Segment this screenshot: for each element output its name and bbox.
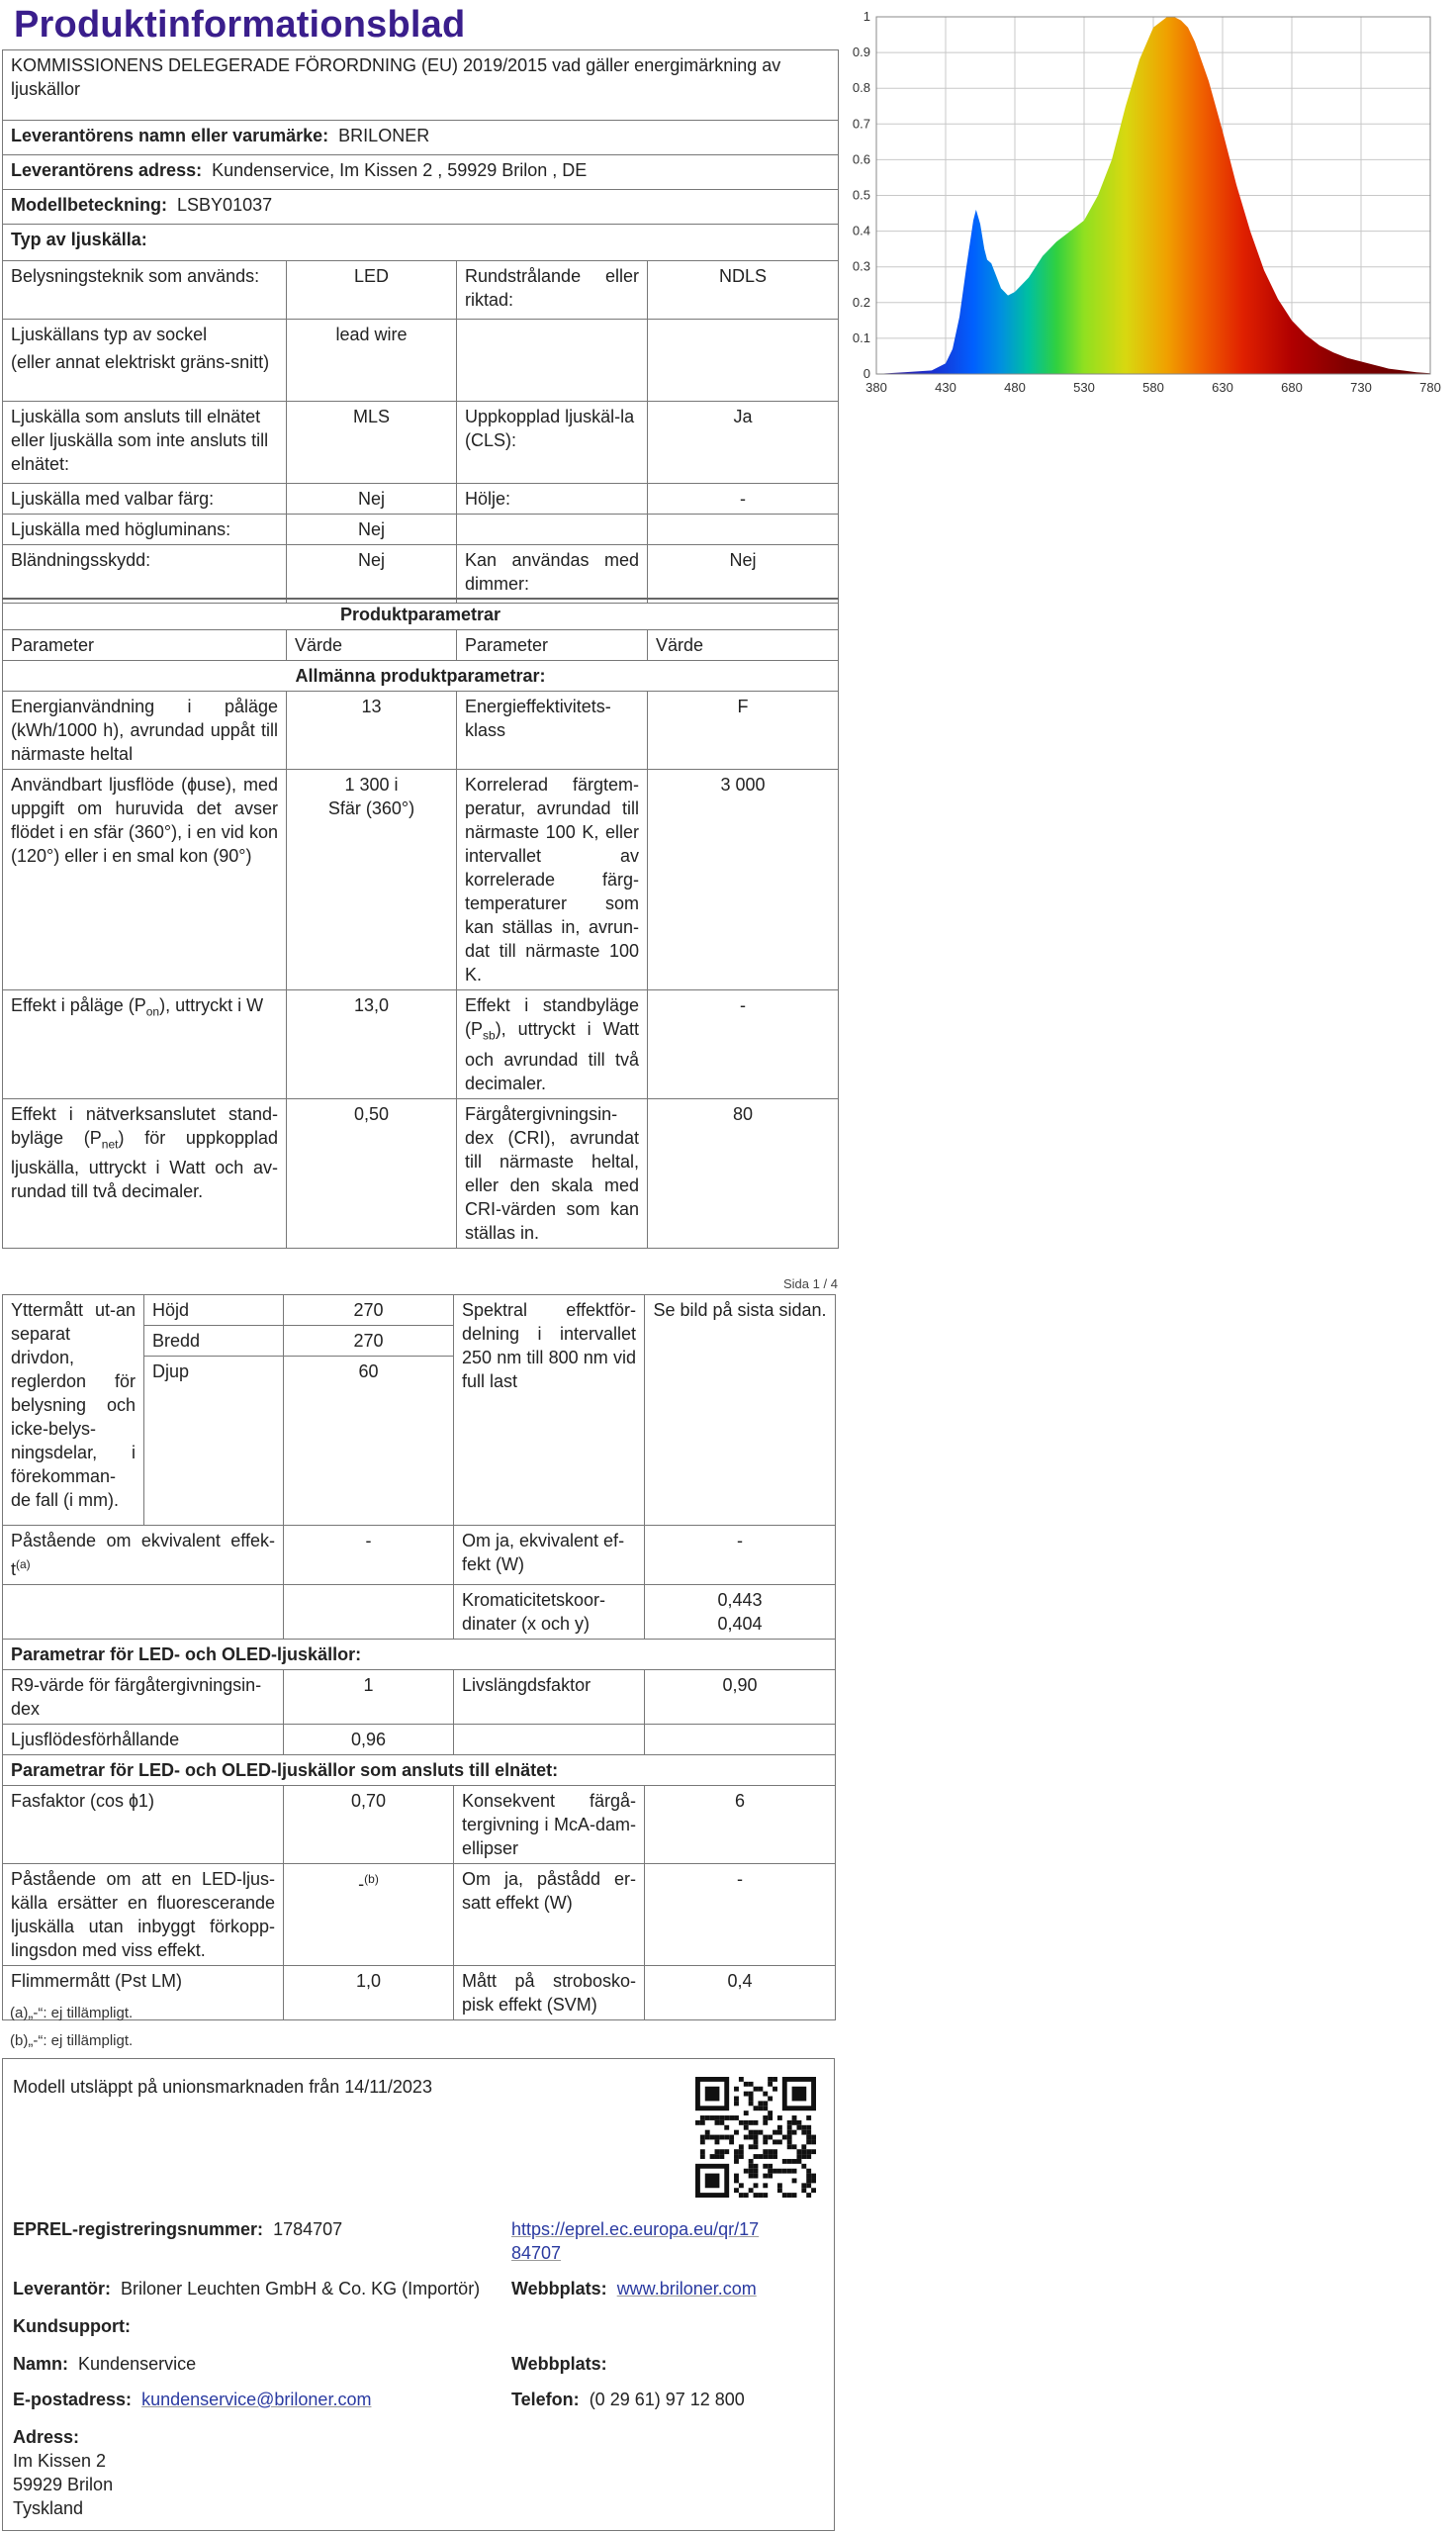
replacement-claim-footnote: (b) — [364, 1872, 379, 1886]
cri-value: 80 — [648, 1098, 839, 1248]
name-label: Namn: — [13, 2354, 69, 2374]
standby-sub: sb — [483, 1028, 496, 1043]
support-label: Kundsupport: — [13, 2316, 131, 2336]
equiv-power-label: Om ja, ekvivalent ef-fekt (W) — [454, 1526, 645, 1585]
x-tick-label: 630 — [1212, 380, 1233, 395]
y-tick-label: 0.2 — [852, 294, 870, 310]
replacement-claim-value: - — [358, 1874, 365, 1894]
glare-label: Bländningsskydd: — [3, 545, 287, 604]
chroma-row — [3, 1585, 836, 1640]
model-label: Modellbeteckning: — [11, 195, 168, 215]
chromaticity-y: 0,404 — [717, 1614, 763, 1634]
height-label: Höjd — [144, 1295, 284, 1326]
supplier-label: Leverantörens namn eller varumärke: — [11, 126, 329, 145]
eprel-link-cont[interactable]: 84707 — [511, 2243, 562, 2263]
param-row-power — [3, 990, 839, 1099]
y-tick-label: 0.1 — [852, 329, 870, 345]
x-tick-label: 530 — [1073, 380, 1095, 395]
x-tick-label: 580 — [1142, 380, 1164, 395]
network-standby-sub: net — [101, 1137, 119, 1152]
email-label: E-postadress: — [13, 2390, 133, 2409]
supplier-info-value: Briloner Leuchten GmbH & Co. KG (Importör) — [121, 2279, 481, 2298]
col-parameter-1: Parameter — [3, 630, 287, 661]
on-power-value: 13,0 — [287, 990, 457, 1099]
colour-value: Nej — [287, 484, 457, 515]
power-factor-value: 0,70 — [284, 1786, 454, 1864]
x-tick-label: 430 — [935, 380, 956, 395]
r9-row — [3, 1670, 836, 1725]
website-label: Webbplats: — [511, 2279, 607, 2298]
useful-flux-label: Användbart ljusflöde (ɸuse), med uppgift om huruvida det avser flödet i en sfär (360°), i en vid kon (120°) eller i en smal kon (90°) — [3, 770, 287, 990]
y-tick-label: 0.6 — [852, 151, 870, 167]
stroboscopic-value: 0,4 — [645, 1966, 836, 2020]
power-factor-row — [3, 1786, 836, 1864]
type-heading-row — [3, 225, 839, 261]
equiv-claim-footnote: (a) — [16, 1557, 31, 1571]
efficiency-class-label: Energieffektivitets-klass — [457, 692, 648, 770]
model-row — [3, 190, 839, 225]
website-link[interactable]: www.briloner.com — [616, 2279, 757, 2298]
x-tick-label: 380 — [865, 380, 887, 395]
mains-params-heading: Parametrar för LED- och OLED-ljuskällor som ansluts till elnätet: — [3, 1755, 836, 1786]
eprel-label: EPREL-registreringsnummer: — [13, 2219, 264, 2239]
address-value: Kundenservice, Im Kissen 2 , 59929 Brilon , DE — [212, 160, 588, 180]
spectral-distribution-chart — [851, 0, 1444, 406]
param-row-flux — [3, 770, 839, 990]
type-row-mains — [3, 402, 839, 484]
cri-label: Färgåtergivningsin-dex (CRI), avrundat till närmaste heltal, eller den skala med CRI-värden som kan ställas in. — [457, 1098, 648, 1248]
regulation-row — [3, 50, 839, 121]
footnote-a: (a)„-“: ej tillämpligt. — [10, 2005, 134, 2021]
stroboscopic-label: Mått på strobosko-pisk effekt (SVM) — [454, 1966, 645, 2020]
network-standby-value: 0,50 — [287, 1098, 457, 1248]
col-value-2: Värde — [648, 630, 839, 661]
technology-label: Belysningsteknik som används: — [3, 261, 287, 320]
market-date: Modell utsläppt på unionsmarknaden från 14/11/2023 — [13, 2077, 432, 2097]
x-tick-label: 480 — [1004, 380, 1026, 395]
cap-label-note: (eller annat elektriskt gräns-snitt) — [11, 352, 270, 372]
cct-value: 3 000 — [648, 770, 839, 990]
standby-value: - — [648, 990, 839, 1099]
param-row-network — [3, 1098, 839, 1248]
directional-label: Rundstrålande eller riktad: — [457, 261, 648, 320]
equiv-power-value: - — [645, 1526, 836, 1585]
type-row-luminance — [3, 515, 839, 545]
dimensions-label: Yttermått ut-an separat drivdon, reglerdon för belysning och icke-belys-ningsdelar, i förekomman-de fall (i mm). — [3, 1295, 144, 1526]
light-source-table — [2, 49, 839, 604]
address-line-3: Tyskland — [13, 2498, 84, 2518]
eprel-value: 1784707 — [273, 2219, 343, 2239]
led-params-heading: Parametrar för LED- och OLED-ljuskällor: — [3, 1640, 836, 1670]
address-row — [3, 155, 839, 190]
depth-label: Djup — [144, 1357, 284, 1526]
glare-value: Nej — [287, 545, 457, 604]
param-row-energy — [3, 692, 839, 770]
on-power-label: Effekt i påläge (P — [11, 995, 146, 1015]
chromaticity-x: 0,443 — [717, 1590, 763, 1610]
type-row-glare — [3, 545, 839, 604]
x-tick-label: 780 — [1419, 380, 1441, 395]
y-tick-label: 0 — [863, 366, 870, 381]
r9-value: 1 — [284, 1670, 454, 1725]
qr-code-icon — [695, 2077, 816, 2198]
survival-factor-value: 0,90 — [645, 1670, 836, 1725]
product-params-table — [2, 598, 839, 1249]
cls-value: Ja — [648, 402, 839, 484]
y-tick-label: 0.8 — [852, 80, 870, 96]
colour-consistency-label: Konsekvent färgå-tergivning i McA-dam-ellipser — [454, 1786, 645, 1864]
technology-value: LED — [287, 261, 457, 320]
depth-value: 60 — [284, 1357, 454, 1526]
type-heading: Typ av ljuskälla: — [3, 225, 839, 261]
x-tick-label: 730 — [1350, 380, 1372, 395]
address-label: Leverantörens adress: — [11, 160, 203, 180]
directional-value: NDLS — [648, 261, 839, 320]
chromaticity-label: Kromaticitetskoor-dinater (x och y) — [454, 1585, 645, 1640]
equiv-claim-label: Påstående om ekvivalent effek-t — [11, 1531, 275, 1579]
dimmable-value: Nej — [648, 545, 839, 604]
replacement-power-value: - — [645, 1864, 836, 1966]
colour-consistency-value: 6 — [645, 1786, 836, 1864]
page-title: Produktinformationsblad — [14, 4, 466, 46]
address-line-2: 59929 Brilon — [13, 2475, 114, 2494]
flicker-label: Flimmermått (Pst LM) — [3, 1966, 284, 2020]
replacement-claim-row — [3, 1864, 836, 1966]
phone-label: Telefon: — [511, 2390, 580, 2409]
name-value: Kundenservice — [78, 2354, 197, 2374]
support-website-label: Webbplats: — [511, 2354, 607, 2374]
supplier-row — [3, 121, 839, 155]
params-col-headers — [3, 630, 839, 661]
address-line-1: Im Kissen 2 — [13, 2451, 107, 2471]
envelope-value: - — [648, 484, 839, 515]
spd-value: Se bild på sista sidan. — [645, 1295, 836, 1526]
dimensions-table — [2, 1294, 836, 2020]
height-value: 270 — [284, 1295, 454, 1326]
on-power-sub: on — [145, 1004, 160, 1019]
page-number: Sida 1 / 4 — [783, 1276, 838, 1291]
standby-label: Effekt i standbyläge (P — [465, 995, 639, 1039]
network-standby-label-end: ) för uppkopplad ljuskälla, uttryckt i Watt och av-rundad till två decimaler. — [11, 1127, 279, 1202]
equiv-row — [3, 1526, 836, 1585]
survival-factor-label: Livslängdsfaktor — [454, 1670, 645, 1725]
network-standby-label: Effekt i nätverksanslutet stand-byläge (P — [11, 1103, 278, 1148]
useful-flux-value: 1 300 i — [344, 775, 399, 795]
flux-maintenance-label: Ljusflödesförhållande — [3, 1725, 284, 1755]
y-tick-label: 0.4 — [852, 223, 870, 238]
phone-value: (0 29 61) 97 12 800 — [589, 2390, 745, 2409]
product-params-heading: Produktparametrar — [3, 599, 839, 630]
r9-label: R9-värde för färgåtergivningsin-dex — [3, 1670, 284, 1725]
y-tick-label: 0.5 — [852, 187, 870, 203]
mains-value: MLS — [287, 402, 457, 484]
type-row-cap — [3, 320, 839, 402]
cct-label: Korrelerad färgtem-peratur, avrundad till närmaste 100 K, eller intervallet av korrelerade färg-temperaturer som kan ställas in, avrun-dat till närmaste 100 K. — [457, 770, 648, 990]
energy-label: Energianvändning i påläge (kWh/1000 h), avrundad uppåt till närmaste heltal — [3, 692, 287, 770]
colour-label: Ljuskälla med valbar färg: — [3, 484, 287, 515]
y-tick-label: 0.3 — [852, 258, 870, 274]
flux-maintenance-value: 0,96 — [284, 1725, 454, 1755]
dims-row-height — [3, 1295, 836, 1326]
y-tick-label: 0.9 — [852, 45, 870, 60]
col-parameter-2: Parameter — [457, 630, 648, 661]
flux-maintenance-row — [3, 1725, 836, 1755]
y-tick-label: 1 — [863, 9, 870, 24]
supplier-info-box — [2, 2058, 835, 2531]
flicker-value: 1,0 — [284, 1966, 454, 2020]
width-value: 270 — [284, 1326, 454, 1357]
regulation-text: KOMMISSIONENS DELEGERADE FÖRORDNING (EU) 2019/2015 vad gäller energimärkning av ljuskällor — [3, 50, 839, 121]
equiv-claim-value: - — [284, 1526, 454, 1585]
replacement-claim-label: Påstående om att en LED-ljus-källa ersätter en fluorescerande ljuskälla utan inbyggt förkopp-lingsdon med viss effekt. — [3, 1864, 284, 1966]
type-row-colour — [3, 484, 839, 515]
supplier-value: BRILONER — [338, 126, 430, 145]
width-label: Bredd — [144, 1326, 284, 1357]
efficiency-class-value: F — [648, 692, 839, 770]
on-power-label-end: ), uttryckt i W — [159, 995, 264, 1015]
model-value: LSBY01037 — [177, 195, 273, 215]
standby-label-end: ), uttryckt i Watt och avrundad till två decimaler. — [465, 1019, 639, 1093]
useful-flux-geometry: Sfär (360°) — [327, 798, 415, 818]
replacement-power-label: Om ja, påstådd er-satt effekt (W) — [454, 1864, 645, 1966]
footnote-b: (b)„-“: ej tillämpligt. — [10, 2032, 134, 2049]
cap-value: lead wire — [287, 320, 457, 402]
general-params-heading: Allmänna produktparametrar: — [3, 661, 839, 692]
eprel-link[interactable]: https://eprel.ec.europa.eu/qr/17 — [511, 2219, 760, 2239]
luminance-label: Ljuskälla med högluminans: — [3, 515, 287, 545]
cls-label: Uppkopplad ljuskäl-la (CLS): — [457, 402, 648, 484]
cap-label: Ljuskällans typ av sockel — [11, 325, 208, 344]
spd-label: Spektral effektför-delning i intervallet 250 nm till 800 nm vid full last — [454, 1295, 645, 1526]
power-factor-label: Fasfaktor (cos ɸ1) — [3, 1786, 284, 1864]
x-tick-label: 680 — [1281, 380, 1303, 395]
type-row-technology — [3, 261, 839, 320]
col-value-1: Värde — [287, 630, 457, 661]
dimmable-label: Kan användas med dimmer: — [457, 545, 648, 604]
email-link[interactable]: kundenservice@briloner.com — [141, 2390, 372, 2409]
y-tick-label: 0.7 — [852, 116, 870, 132]
supplier-info-label: Leverantör: — [13, 2279, 112, 2298]
address-info-label: Adress: — [13, 2427, 80, 2447]
mains-label: Ljuskälla som ansluts till elnätet eller ljuskälla som inte ansluts till elnätet: — [3, 402, 287, 484]
energy-value: 13 — [287, 692, 457, 770]
luminance-value: Nej — [287, 515, 457, 545]
envelope-label: Hölje: — [457, 484, 648, 515]
